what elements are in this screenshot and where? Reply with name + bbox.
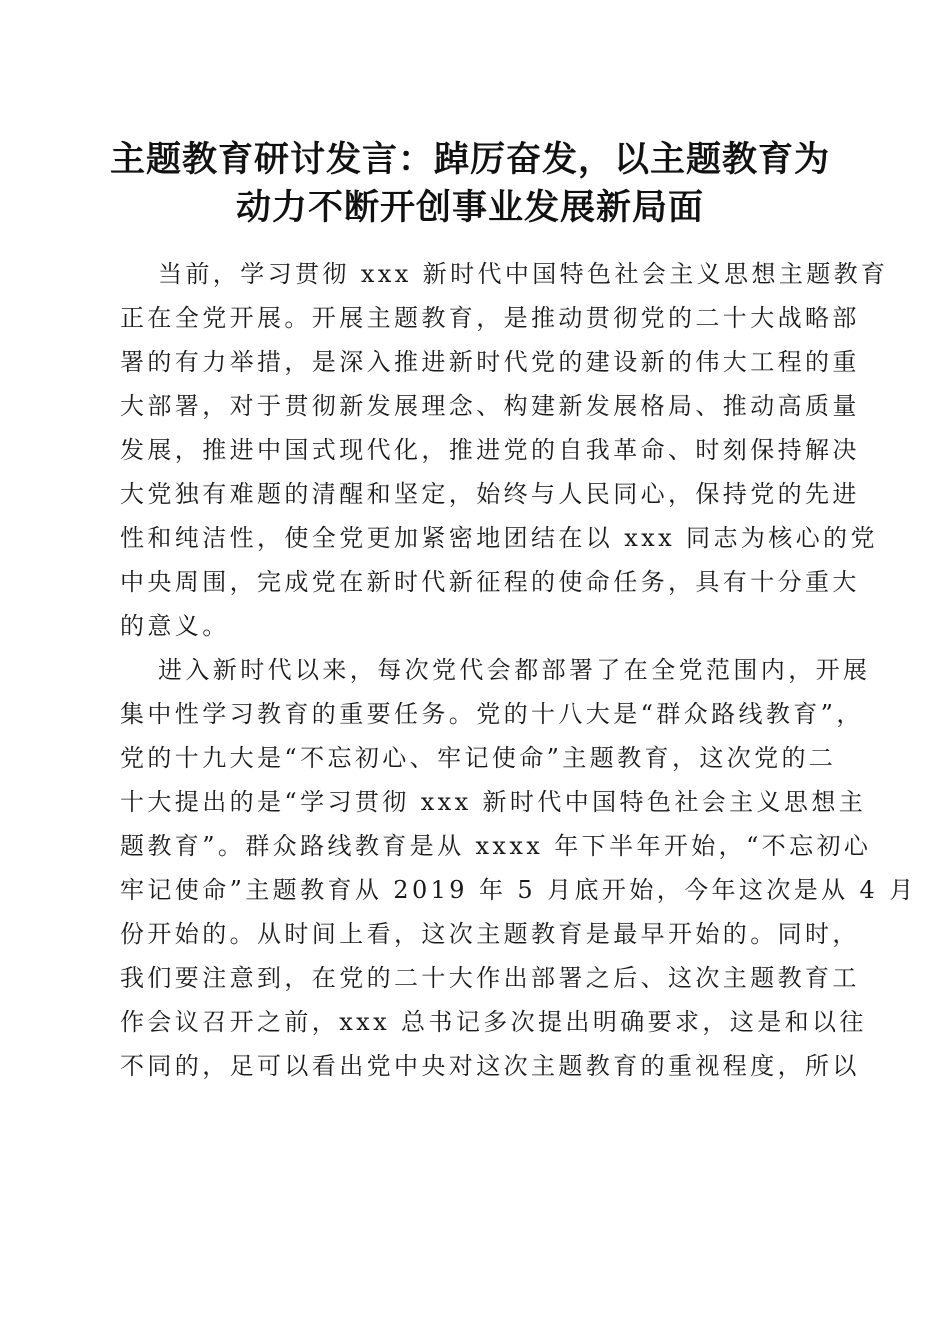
paragraph-line: 集中性学习教育的重要任务。党的十八大是“群众路线教育”， xyxy=(120,700,864,728)
document-title xyxy=(100,136,840,232)
paragraph-line: 当前，学习贯彻 xxx 新时代中国特色社会主义思想主题教育 xyxy=(158,260,889,288)
paragraph-line: 不同的，足可以看出党中央对这次主题教育的重视程度，所以 xyxy=(120,1052,860,1080)
paragraph-line: 作会议召开之前，xxx 总书记多次提出明确要求，这是和以往 xyxy=(120,1008,867,1036)
title-line: 主题教育研讨发言：踔厉奋发，以主题教育为 xyxy=(109,139,830,180)
paragraph-2 xyxy=(120,648,917,1088)
paragraph-line: 署的有力举措，是深入推进新时代党的建设新的伟大工程的重 xyxy=(120,348,860,376)
document-body xyxy=(120,252,917,1088)
paragraph-line: 份开始的。从时间上看，这次主题教育是最早开始的。同时， xyxy=(120,920,860,948)
paragraph-1 xyxy=(120,252,889,648)
paragraph-line: 我们要注意到，在党的二十大作出部署之后、这次主题教育工 xyxy=(120,964,860,992)
paragraph-line: 十大提出的是“学习贯彻 xxx 新时代中国特色社会主义思想主 xyxy=(120,788,867,816)
paragraph-line: 的意义。 xyxy=(120,612,230,640)
paragraph-line: 大部署，对于贯彻新发展理念、构建新发展格局、推动高质量 xyxy=(120,392,860,420)
title-line: 动力不断开创事业发展新局面 xyxy=(235,187,704,228)
paragraph-line: 正在全党开展。开展主题教育，是推动贯彻党的二十大战略部 xyxy=(120,304,860,332)
paragraph-line: 党的十九大是“不忘初心、牢记使命”主题教育，这次党的二 xyxy=(120,744,837,772)
paragraph-line: 题教育”。群众路线教育是从 xxxx 年下半年开始，“不忘初心 xyxy=(120,832,872,860)
paragraph-line: 中央周围，完成党在新时代新征程的使命任务，具有十分重大 xyxy=(120,568,860,596)
paragraph-line: 性和纯洁性，使全党更加紧密地团结在以 xxx 同志为核心的党 xyxy=(120,524,878,552)
paragraph-line: 发展，推进中国式现代化，推进党的自我革命、时刻保持解决 xyxy=(120,436,860,464)
paragraph-line: 进入新时代以来，每次党代会都部署了在全党范围内，开展 xyxy=(158,656,871,684)
paragraph-line: 大党独有难题的清醒和坚定，始终与人民同心，保持党的先进 xyxy=(120,480,860,508)
paragraph-line: 牢记使命”主题教育从 2019 年 5 月底开始，今年这次是从 4 月 xyxy=(120,876,917,904)
